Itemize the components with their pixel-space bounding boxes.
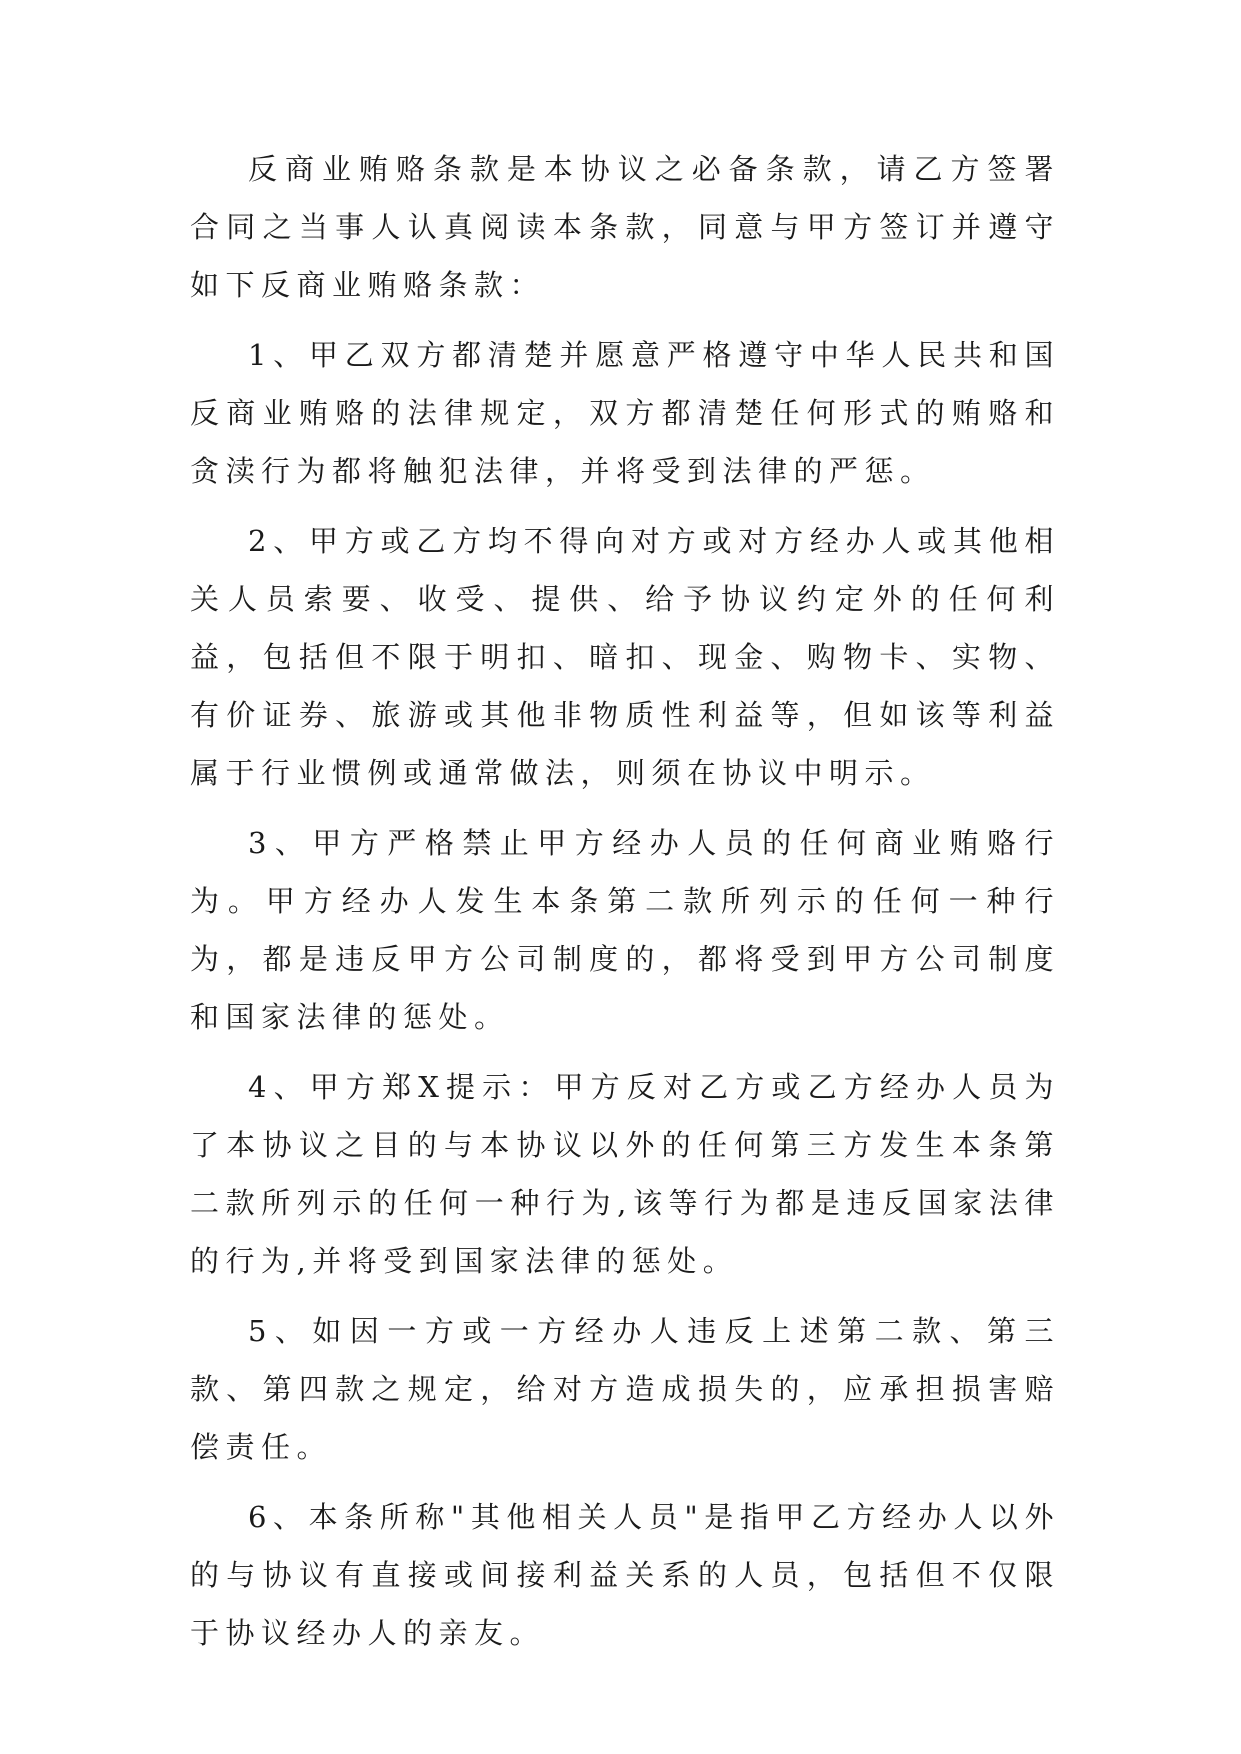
- clause-4-paragraph: 4、甲方郑X提示：甲方反对乙方或乙方经办人员为了本协议之目的与本协议以外的任何第三方发生本条第二款所列示的任何一种行为,该等行为都是违反国家法律的行为,并将受到国家法律的惩处。: [190, 1070, 1060, 1278]
- clause-1-paragraph: 1、甲乙双方都清楚并愿意严格遵守中华人民共和国反商业贿赂的法律规定，双方都清楚任何形式的贿赂和贪渎行为都将触犯法律，并将受到法律的严惩。: [190, 338, 1060, 488]
- clause-6-paragraph: 6、本条所称"其他相关人员"是指甲乙方经办人以外的与协议有直接或间接利益关系的人员，包括但不仅限于协议经办人的亲友。: [190, 1500, 1060, 1650]
- document-page: [190, 140, 1060, 1674]
- intro-paragraph: 反商业贿赂条款是本协议之必备条款，请乙方签署合同之当事人认真阅读本条款，同意与甲方签订并遵守如下反商业贿赂条款：: [190, 152, 1060, 302]
- clause-3-paragraph: 3、甲方严格禁止甲方经办人员的任何商业贿赂行为。甲方经办人发生本条第二款所列示的任何一种行为，都是违反甲方公司制度的，都将受到甲方公司制度和国家法律的惩处。: [190, 826, 1060, 1034]
- clause-5-paragraph: 5、如因一方或一方经办人违反上述第二款、第三款、第四款之规定，给对方造成损失的，应承担损害赔偿责任。: [190, 1314, 1060, 1464]
- clause-2-paragraph: 2、甲方或乙方均不得向对方或对方经办人或其他相关人员索要、收受、提供、给予协议约定外的任何利益，包括但不限于明扣、暗扣、现金、购物卡、实物、有价证券、旅游或其他非物质性利益等，但如该等利益属于行业惯例或通常做法，则须在协议中明示。: [190, 524, 1060, 790]
